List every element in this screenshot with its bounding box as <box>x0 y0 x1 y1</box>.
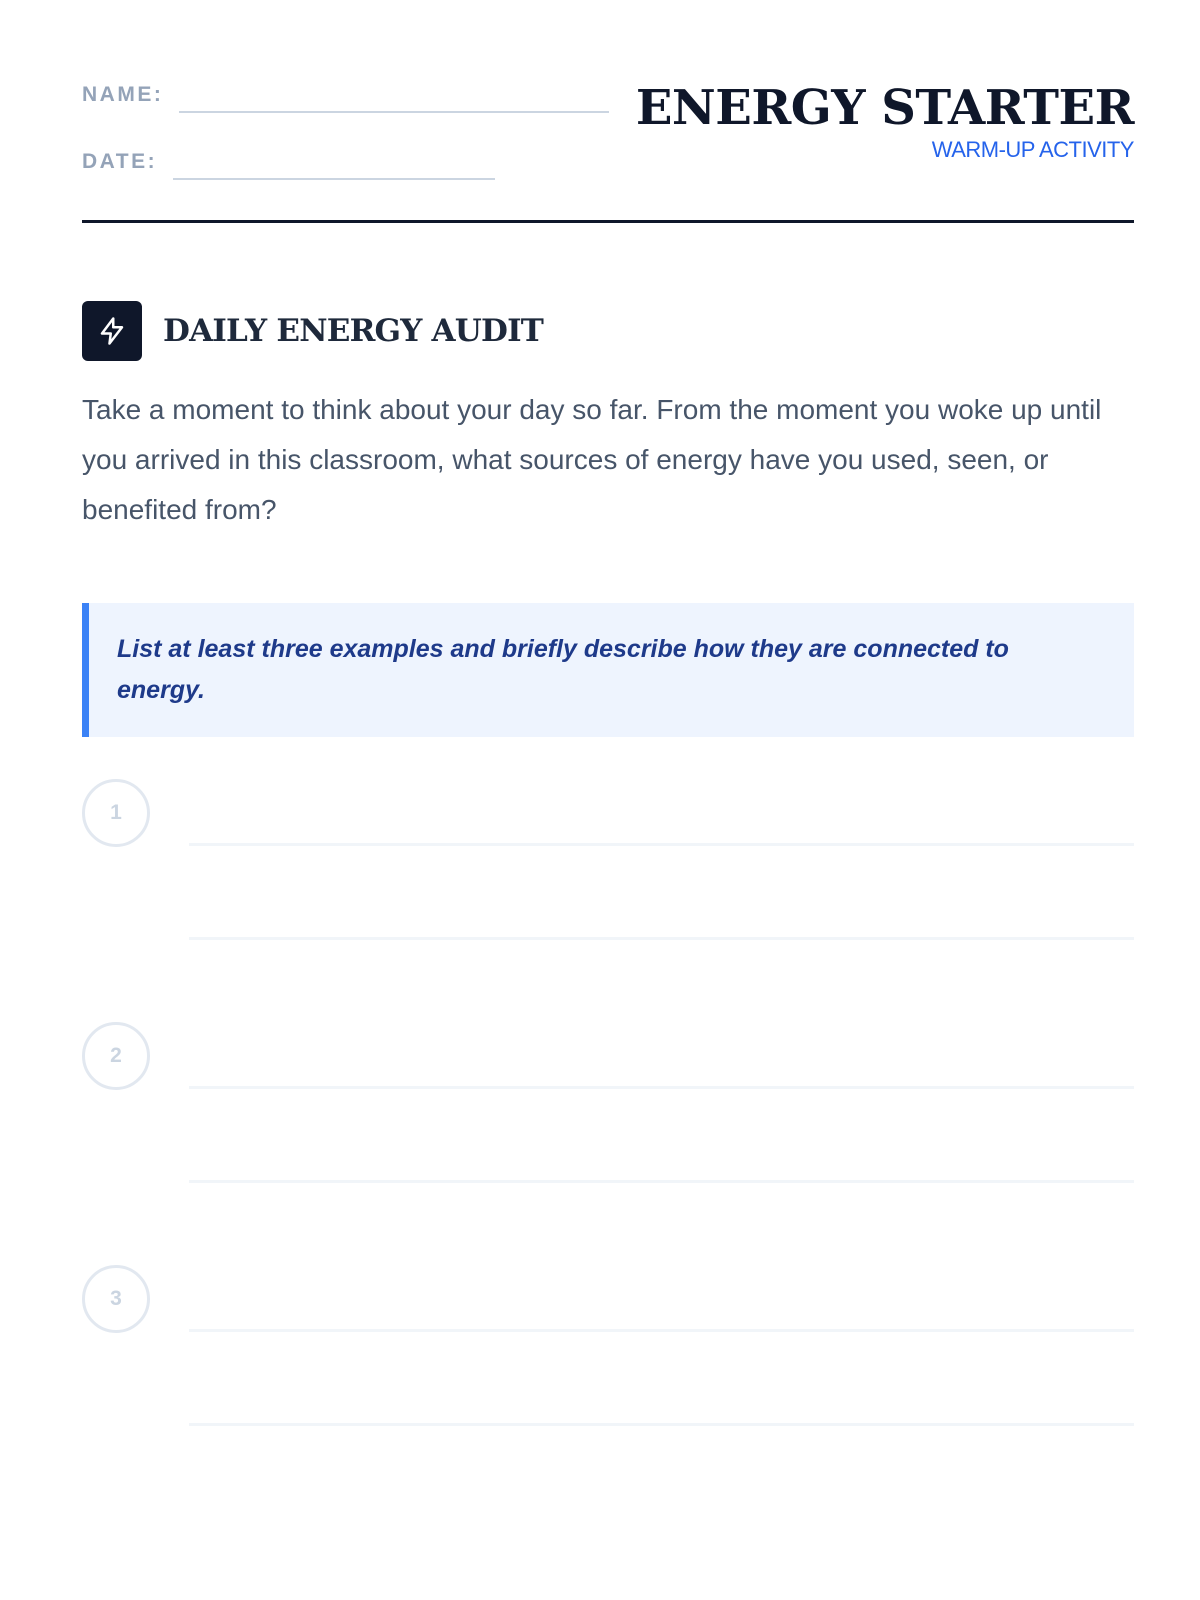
answer-line[interactable] <box>189 1180 1134 1183</box>
lightning-bolt-icon <box>82 301 142 361</box>
answer-line[interactable] <box>189 1086 1134 1089</box>
section-heading <box>82 301 543 361</box>
worksheet-subtitle: WARM-UP ACTIVITY <box>931 136 1134 162</box>
answer-line[interactable] <box>189 1329 1134 1332</box>
answer-row <box>82 1265 1134 1445</box>
name-field <box>82 84 609 113</box>
instruction-callout <box>82 603 1134 737</box>
intro-paragraph: Take a moment to think about your day so far. From the moment you woke up until you arrived in this classroom, what sources of energy have you used, seen, or benefited from? <box>82 394 1102 525</box>
instruction-text: List at least three examples and briefly describe how they are connected to energy. <box>117 635 1009 704</box>
answer-row <box>82 779 1134 959</box>
title-block <box>636 82 1134 163</box>
answer-number-badge: 1 <box>82 779 150 847</box>
answer-number-badge: 3 <box>82 1265 150 1333</box>
answer-line[interactable] <box>189 843 1134 846</box>
section-title: DAILY ENERGY AUDIT <box>163 313 544 349</box>
worksheet-header <box>82 0 1134 223</box>
answer-line[interactable] <box>189 1423 1134 1426</box>
date-label: DATE: <box>82 150 158 173</box>
answer-line[interactable] <box>189 937 1134 940</box>
date-line[interactable] <box>173 177 495 180</box>
date-field <box>82 151 495 180</box>
answer-row <box>82 1022 1134 1202</box>
worksheet-title: ENERGY STARTER <box>635 80 1134 136</box>
name-line[interactable] <box>179 110 609 113</box>
answer-number-badge: 2 <box>82 1022 150 1090</box>
name-label: NAME: <box>82 83 164 106</box>
worksheet-page <box>82 0 1134 1600</box>
